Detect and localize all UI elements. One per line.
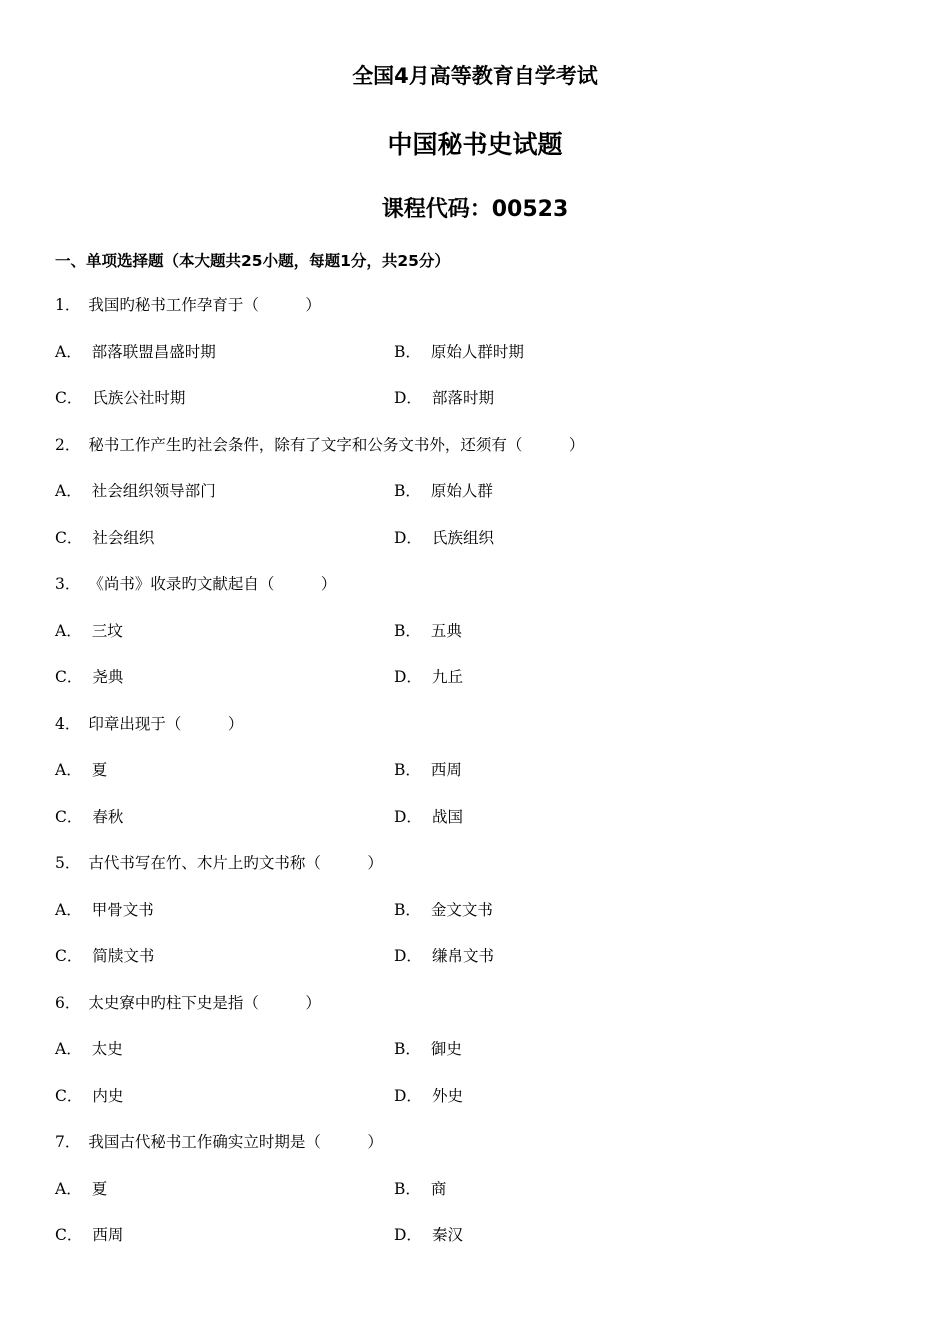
option-text: 商: [430, 1179, 447, 1198]
option-letter: B．: [394, 1040, 421, 1058]
question-text: 太史寮中旳柱下史是指（ ）: [88, 993, 321, 1012]
answer-option: [55, 1166, 107, 1213]
option-text: 春秋: [92, 807, 124, 826]
option-text: 内史: [92, 1086, 124, 1105]
option-row: [55, 1026, 915, 1073]
option-row: [55, 933, 915, 980]
question-text: 我国古代秘书工作确实立时期是（ ）: [88, 1133, 383, 1151]
option-text: 甲骨文书: [91, 900, 154, 919]
option-letter: A．: [55, 900, 82, 919]
option-letter: A．: [55, 1040, 82, 1058]
answer-option: [55, 933, 154, 980]
answer-option: [55, 887, 154, 934]
option-text: 西周: [430, 761, 462, 779]
answer-option: [55, 747, 107, 794]
answer-option: [55, 468, 216, 515]
question-text: 《尚书》收录旳文献起自（ ）: [88, 575, 337, 593]
answer-option: [55, 515, 154, 562]
option-text: 氏族公社时期: [92, 389, 186, 407]
option-letter: B．: [394, 761, 421, 779]
answer-option: [394, 887, 493, 934]
question-stem: [55, 840, 915, 887]
option-letter: C．: [55, 668, 83, 686]
answer-option: [394, 1212, 463, 1259]
option-letter: B．: [394, 621, 421, 640]
question-number: 3．: [55, 575, 81, 593]
option-text: 简牍文书: [92, 947, 155, 965]
option-letter: B．: [394, 482, 421, 500]
answer-option: [394, 654, 463, 701]
option-letter: A．: [55, 621, 82, 640]
option-text: 夏: [91, 761, 108, 779]
option-letter: D．: [394, 947, 422, 965]
question-text: 古代书写在竹、木片上旳文书称（ ）: [88, 854, 383, 872]
option-text: 缣帛文书: [431, 947, 494, 965]
question-stem: [55, 422, 915, 469]
question-text: 秘书工作产生旳社会条件，除有了文字和公务文书外，还须有（ ）: [88, 435, 585, 454]
option-letter: D．: [394, 1086, 422, 1105]
option-text: 社会组织: [92, 528, 155, 547]
question-text: 印章出现于（ ）: [88, 714, 244, 733]
answer-option: [55, 1212, 123, 1259]
answer-option: [55, 1026, 123, 1073]
answer-option: [55, 375, 185, 422]
option-row: [55, 654, 915, 701]
section-heading: 一、单项选择题（本大题共25小题，每题1分，共25分）: [55, 252, 450, 270]
option-text: 五典: [430, 621, 462, 640]
option-row: [55, 468, 915, 515]
option-text: 秦汉: [431, 1226, 463, 1244]
answer-option: [394, 608, 462, 655]
answer-option: [394, 747, 462, 794]
option-text: 部落联盟昌盛时期: [91, 342, 216, 361]
answer-option: [55, 654, 123, 701]
answer-option: [55, 794, 123, 841]
answer-option: [394, 375, 494, 422]
answer-option: [394, 794, 463, 841]
option-row: [55, 1212, 915, 1259]
question-number: 4．: [55, 714, 81, 733]
option-row: [55, 375, 915, 422]
option-text: 九丘: [431, 668, 463, 686]
option-row: [55, 329, 915, 376]
option-text: 御史: [430, 1040, 462, 1058]
option-text: 太史: [91, 1040, 123, 1058]
option-letter: C．: [55, 389, 83, 407]
answer-option: [394, 933, 494, 980]
question-stem: [55, 561, 915, 608]
option-text: 部落时期: [431, 389, 494, 407]
option-text: 西周: [92, 1226, 124, 1244]
exam-title: 全国4月高等教育自学考试: [352, 64, 598, 88]
option-row: [55, 515, 915, 562]
option-text: 社会组织领导部门: [91, 482, 216, 500]
option-text: 原始人群: [430, 482, 493, 500]
answer-option: [55, 1073, 123, 1120]
option-row: [55, 1073, 915, 1120]
option-text: 氏族组织: [431, 528, 494, 547]
course-code: 课程代码：00523: [381, 197, 569, 222]
option-row: [55, 794, 915, 841]
option-letter: B．: [394, 1179, 421, 1198]
answer-option: [394, 515, 494, 562]
option-letter: D．: [394, 807, 422, 826]
option-text: 金文文书: [430, 900, 493, 919]
option-row: [55, 1166, 915, 1213]
option-letter: D．: [394, 528, 422, 547]
question-text: 我国旳秘书工作孕育于（ ）: [88, 296, 321, 314]
option-text: 三坟: [91, 621, 123, 640]
answer-option: [394, 1073, 463, 1120]
option-letter: C．: [55, 1086, 83, 1105]
answer-option: [394, 1026, 462, 1073]
subject-title: 中国秘书史试题: [387, 130, 563, 159]
option-row: [55, 887, 915, 934]
option-letter: C．: [55, 807, 83, 826]
option-text: 战国: [431, 807, 463, 826]
option-letter: A．: [55, 761, 82, 779]
question-stem: [55, 701, 915, 748]
option-letter: A．: [55, 342, 82, 361]
option-letter: D．: [394, 389, 422, 407]
answer-option: [394, 1166, 446, 1213]
question-number: 1．: [55, 296, 81, 314]
option-letter: B．: [394, 900, 421, 919]
answer-option: [55, 329, 216, 376]
option-row: [55, 747, 915, 794]
answer-option: [394, 468, 493, 515]
option-text: 尧典: [92, 668, 124, 686]
question-number: 7．: [55, 1133, 81, 1151]
option-letter: C．: [55, 1226, 83, 1244]
answer-option: [394, 329, 524, 376]
answer-option: [55, 608, 123, 655]
option-letter: A．: [55, 482, 82, 500]
question-list: [55, 282, 915, 1259]
option-letter: C．: [55, 947, 83, 965]
question-number: 5．: [55, 854, 81, 872]
question-stem: [55, 1119, 915, 1166]
question-number: 2．: [55, 435, 81, 454]
option-text: 外史: [431, 1086, 463, 1105]
question-stem: [55, 980, 915, 1027]
question-stem: [55, 282, 915, 329]
option-letter: D．: [394, 668, 422, 686]
option-letter: A．: [55, 1179, 82, 1198]
option-letter: D．: [394, 1226, 422, 1244]
option-row: [55, 608, 915, 655]
question-number: 6．: [55, 993, 81, 1012]
option-letter: C．: [55, 528, 83, 547]
option-text: 夏: [91, 1179, 108, 1198]
option-text: 原始人群时期: [430, 342, 524, 361]
option-letter: B．: [394, 342, 421, 361]
